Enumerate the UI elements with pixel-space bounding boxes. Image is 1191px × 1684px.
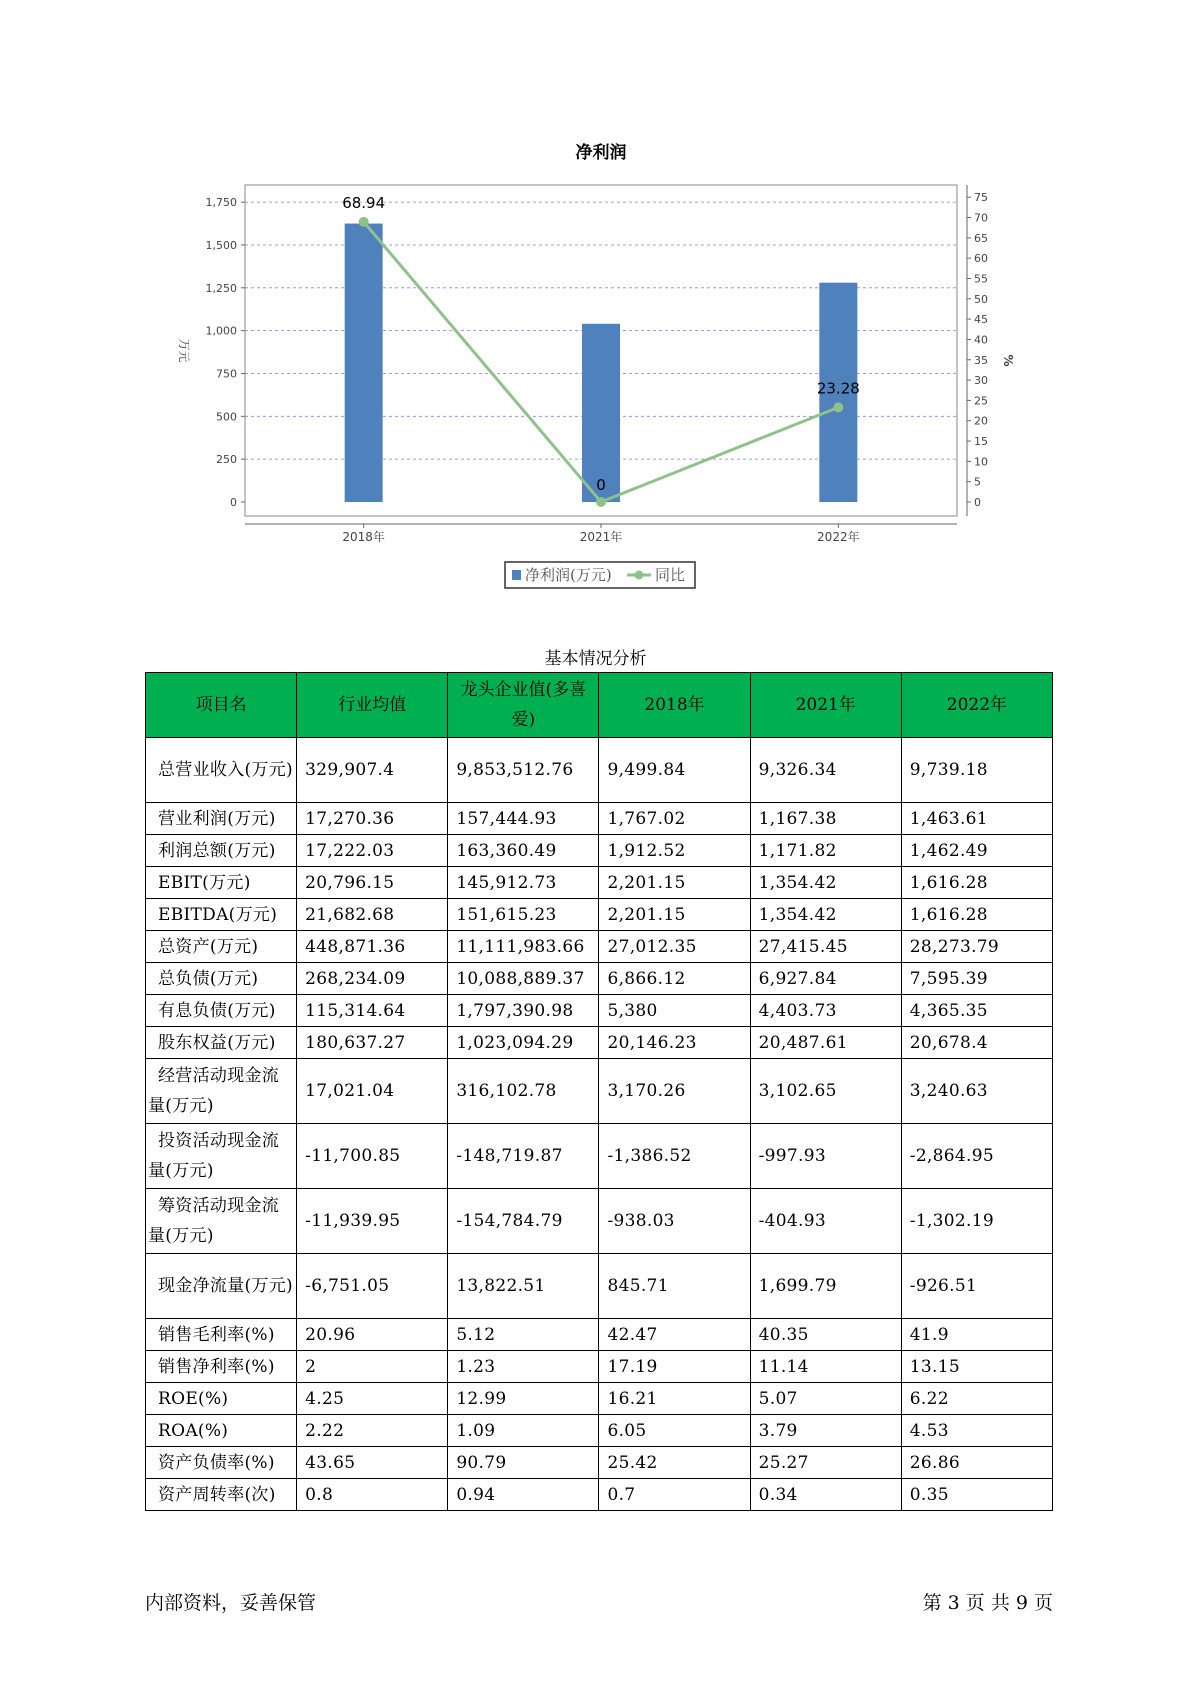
value-cell: 1,354.42 [750,867,901,899]
row-label-cell: 资产负债率(%) [146,1447,297,1479]
value-cell: 1,463.61 [901,803,1052,835]
y-axis-label: 万元 [177,338,191,363]
value-cell: 0.7 [599,1479,750,1511]
chart-title: 净利润 [575,143,627,163]
value-cell: 9,853,512.76 [448,738,599,803]
value-cell: 28,273.79 [901,931,1052,963]
x-tick-label: 2021年 [579,530,623,544]
value-cell: 27,415.45 [750,931,901,963]
value-cell: -997.93 [750,1124,901,1189]
header-item-name: 项目名 [146,673,297,738]
value-cell: 0.94 [448,1479,599,1511]
y2-tick-label: 35 [974,353,988,367]
y2-tick-label: 60 [974,252,988,266]
net-profit-chart [160,135,1015,595]
x-tick-label: 2018年 [342,530,385,544]
y2-tick-label: 75 [974,191,988,205]
value-cell: 2.22 [297,1415,448,1447]
value-cell: 1,354.42 [750,899,901,931]
value-cell: 16.21 [599,1383,750,1415]
row-label-cell: EBITDA(万元) [146,899,297,931]
value-cell: 0.8 [297,1479,448,1511]
value-cell: 3.79 [750,1415,901,1447]
value-cell: 20,487.61 [750,1027,901,1059]
table-row [146,1479,1053,1511]
value-cell: 17.19 [599,1351,750,1383]
value-cell: 6,866.12 [599,963,750,995]
data-label: 68.94 [342,193,386,212]
row-label-cell: 有息负债(万元) [146,995,297,1027]
value-cell: 20.96 [297,1319,448,1351]
value-cell: 20,146.23 [599,1027,750,1059]
y-tick-label: 250 [216,453,237,467]
table-row [146,835,1053,867]
value-cell: 1,797,390.98 [448,995,599,1027]
value-cell: 2,201.15 [599,867,750,899]
value-cell: 4.53 [901,1415,1052,1447]
value-cell: 448,871.36 [297,931,448,963]
y2-tick-label: 40 [974,333,988,347]
value-cell: 12.99 [448,1383,599,1415]
value-cell: 9,499.84 [599,738,750,803]
value-cell: 17,021.04 [297,1059,448,1124]
y2-tick-label: 45 [974,313,988,327]
y-tick-label: 0 [230,496,237,509]
chart-canvas [160,135,1015,595]
value-cell: 6.22 [901,1383,1052,1415]
y2-tick-label: 20 [974,414,988,428]
value-cell: 145,912.73 [448,867,599,899]
value-cell: 1,767.02 [599,803,750,835]
y2-tick-label: 50 [974,292,988,306]
value-cell: 43.65 [297,1447,448,1479]
value-cell: 6.05 [599,1415,750,1447]
table-row [146,963,1053,995]
table-row [146,1415,1053,1447]
table-row [146,1189,1053,1254]
row-label-cell: ROA(%) [146,1415,297,1447]
row-label-cell: 筹资活动现金流量(万元) [146,1189,297,1254]
table-row [146,1351,1053,1383]
value-cell: 1,616.28 [901,867,1052,899]
value-cell: 26.86 [901,1447,1052,1479]
value-cell: 1,462.49 [901,835,1052,867]
value-cell: 11,111,983.66 [448,931,599,963]
y-tick-label: 1,500 [205,238,237,252]
y2-tick-label: 5 [974,475,981,489]
value-cell: -938.03 [599,1189,750,1254]
row-label-cell: 总负债(万元) [146,963,297,995]
value-cell: 4,403.73 [750,995,901,1027]
value-cell: 2 [297,1351,448,1383]
table-row [146,803,1053,835]
value-cell: 6,927.84 [750,963,901,995]
y2-tick-label: 25 [974,394,988,408]
table-row [146,867,1053,899]
value-cell: 9,739.18 [901,738,1052,803]
value-cell: 0.35 [901,1479,1052,1511]
value-cell: 13.15 [901,1351,1052,1383]
table-caption: 基本情况分析 [544,649,647,669]
value-cell: 1,616.28 [901,899,1052,931]
y-tick-label: 1,750 [205,196,237,210]
basic-analysis-table [145,672,1053,1511]
value-cell: 0.34 [750,1479,901,1511]
value-cell: -1,302.19 [901,1189,1052,1254]
value-cell: 5.07 [750,1383,901,1415]
value-cell: 1,699.79 [750,1254,901,1319]
table-row [146,1319,1053,1351]
y2-tick-label: 0 [974,496,981,509]
value-cell: 3,240.63 [901,1059,1052,1124]
y2-tick-label: 65 [974,231,988,245]
row-label-cell: 总资产(万元) [146,931,297,963]
y2-tick-label: 10 [974,455,988,469]
line-point [596,497,606,507]
y2-tick-label: 70 [974,211,988,225]
value-cell: -6,751.05 [297,1254,448,1319]
data-label: 23.28 [816,379,860,398]
header-2021: 2021年 [750,673,901,738]
value-cell: -2,864.95 [901,1124,1052,1189]
value-cell: 1,171.82 [750,835,901,867]
legend-label: 净利润(万元) [525,566,612,584]
value-cell: -11,939.95 [297,1189,448,1254]
value-cell: 20,678.4 [901,1027,1052,1059]
line-point [359,217,369,227]
y2-tick-label: 30 [974,374,988,388]
value-cell: -154,784.79 [448,1189,599,1254]
value-cell: 5,380 [599,995,750,1027]
value-cell: 2,201.15 [599,899,750,931]
data-label: 0 [596,476,606,494]
value-cell: 268,234.09 [297,963,448,995]
value-cell: 11.14 [750,1351,901,1383]
table-row [146,738,1053,803]
value-cell: 17,222.03 [297,835,448,867]
y2-axis-label: % [1001,354,1015,367]
table-row [146,1027,1053,1059]
table-row [146,995,1053,1027]
value-cell: 845.71 [599,1254,750,1319]
row-label-cell: ROE(%) [146,1383,297,1415]
value-cell: -11,700.85 [297,1124,448,1189]
value-cell: 21,682.68 [297,899,448,931]
table-row [146,931,1053,963]
value-cell: 4,365.35 [901,995,1052,1027]
header-leader-value: 龙头企业值(多喜爱) [448,673,599,738]
value-cell: 40.35 [750,1319,901,1351]
table-row [146,1059,1053,1124]
value-cell: -926.51 [901,1254,1052,1319]
y-tick-label: 750 [216,367,237,381]
value-cell: 27,012.35 [599,931,750,963]
value-cell: 1,167.38 [750,803,901,835]
value-cell: 17,270.36 [297,803,448,835]
legend-line-marker [635,571,644,580]
value-cell: 316,102.78 [448,1059,599,1124]
value-cell: 5.12 [448,1319,599,1351]
footer-page-number: 第 3 页 共 9 页 [922,1592,1053,1614]
value-cell: 10,088,889.37 [448,963,599,995]
value-cell: 1,023,094.29 [448,1027,599,1059]
value-cell: 329,907.4 [297,738,448,803]
bar [345,224,383,502]
value-cell: 3,170.26 [599,1059,750,1124]
table-row [146,1447,1053,1479]
footer-confidential-note: 内部资料，妥善保管 [145,1592,317,1614]
value-cell: -1,386.52 [599,1124,750,1189]
table-body [146,738,1053,1511]
legend-bar-swatch [512,570,521,580]
row-label-cell: 营业利润(万元) [146,803,297,835]
value-cell: 163,360.49 [448,835,599,867]
value-cell: 151,615.23 [448,899,599,931]
y-tick-label: 1,250 [205,281,237,295]
y2-tick-label: 55 [974,272,988,286]
header-industry-avg: 行业均值 [297,673,448,738]
value-cell: -404.93 [750,1189,901,1254]
value-cell: 9,326.34 [750,738,901,803]
value-cell: 1,912.52 [599,835,750,867]
value-cell: 1.23 [448,1351,599,1383]
header-2018: 2018年 [599,673,750,738]
y2-tick-label: 15 [974,435,988,449]
table-header-row [146,673,1053,738]
row-label-cell: 经营活动现金流量(万元) [146,1059,297,1124]
value-cell: -148,719.87 [448,1124,599,1189]
y-tick-label: 1,000 [205,324,237,338]
row-label-cell: 销售净利率(%) [146,1351,297,1383]
value-cell: 157,444.93 [448,803,599,835]
value-cell: 25.42 [599,1447,750,1479]
value-cell: 180,637.27 [297,1027,448,1059]
row-label-cell: 投资活动现金流量(万元) [146,1124,297,1189]
row-label-cell: 股东权益(万元) [146,1027,297,1059]
row-label-cell: 总营业收入(万元) [146,738,297,803]
row-label-cell: 利润总额(万元) [146,835,297,867]
value-cell: 90.79 [448,1447,599,1479]
value-cell: 13,822.51 [448,1254,599,1319]
value-cell: 20,796.15 [297,867,448,899]
table-row [146,1383,1053,1415]
value-cell: 1.09 [448,1415,599,1447]
line-point [833,402,843,412]
value-cell: 115,314.64 [297,995,448,1027]
row-label-cell: EBIT(万元) [146,867,297,899]
table-row [146,899,1053,931]
value-cell: 41.9 [901,1319,1052,1351]
legend-label: 同比 [655,566,686,584]
table-row [146,1124,1053,1189]
row-label-cell: 现金净流量(万元) [146,1254,297,1319]
table-row [146,1254,1053,1319]
row-label-cell: 销售毛利率(%) [146,1319,297,1351]
y-tick-label: 500 [216,410,237,424]
value-cell: 42.47 [599,1319,750,1351]
value-cell: 4.25 [297,1383,448,1415]
header-2022: 2022年 [901,673,1052,738]
value-cell: 7,595.39 [901,963,1052,995]
value-cell: 3,102.65 [750,1059,901,1124]
x-tick-label: 2022年 [817,530,860,544]
row-label-cell: 资产周转率(次) [146,1479,297,1511]
value-cell: 25.27 [750,1447,901,1479]
